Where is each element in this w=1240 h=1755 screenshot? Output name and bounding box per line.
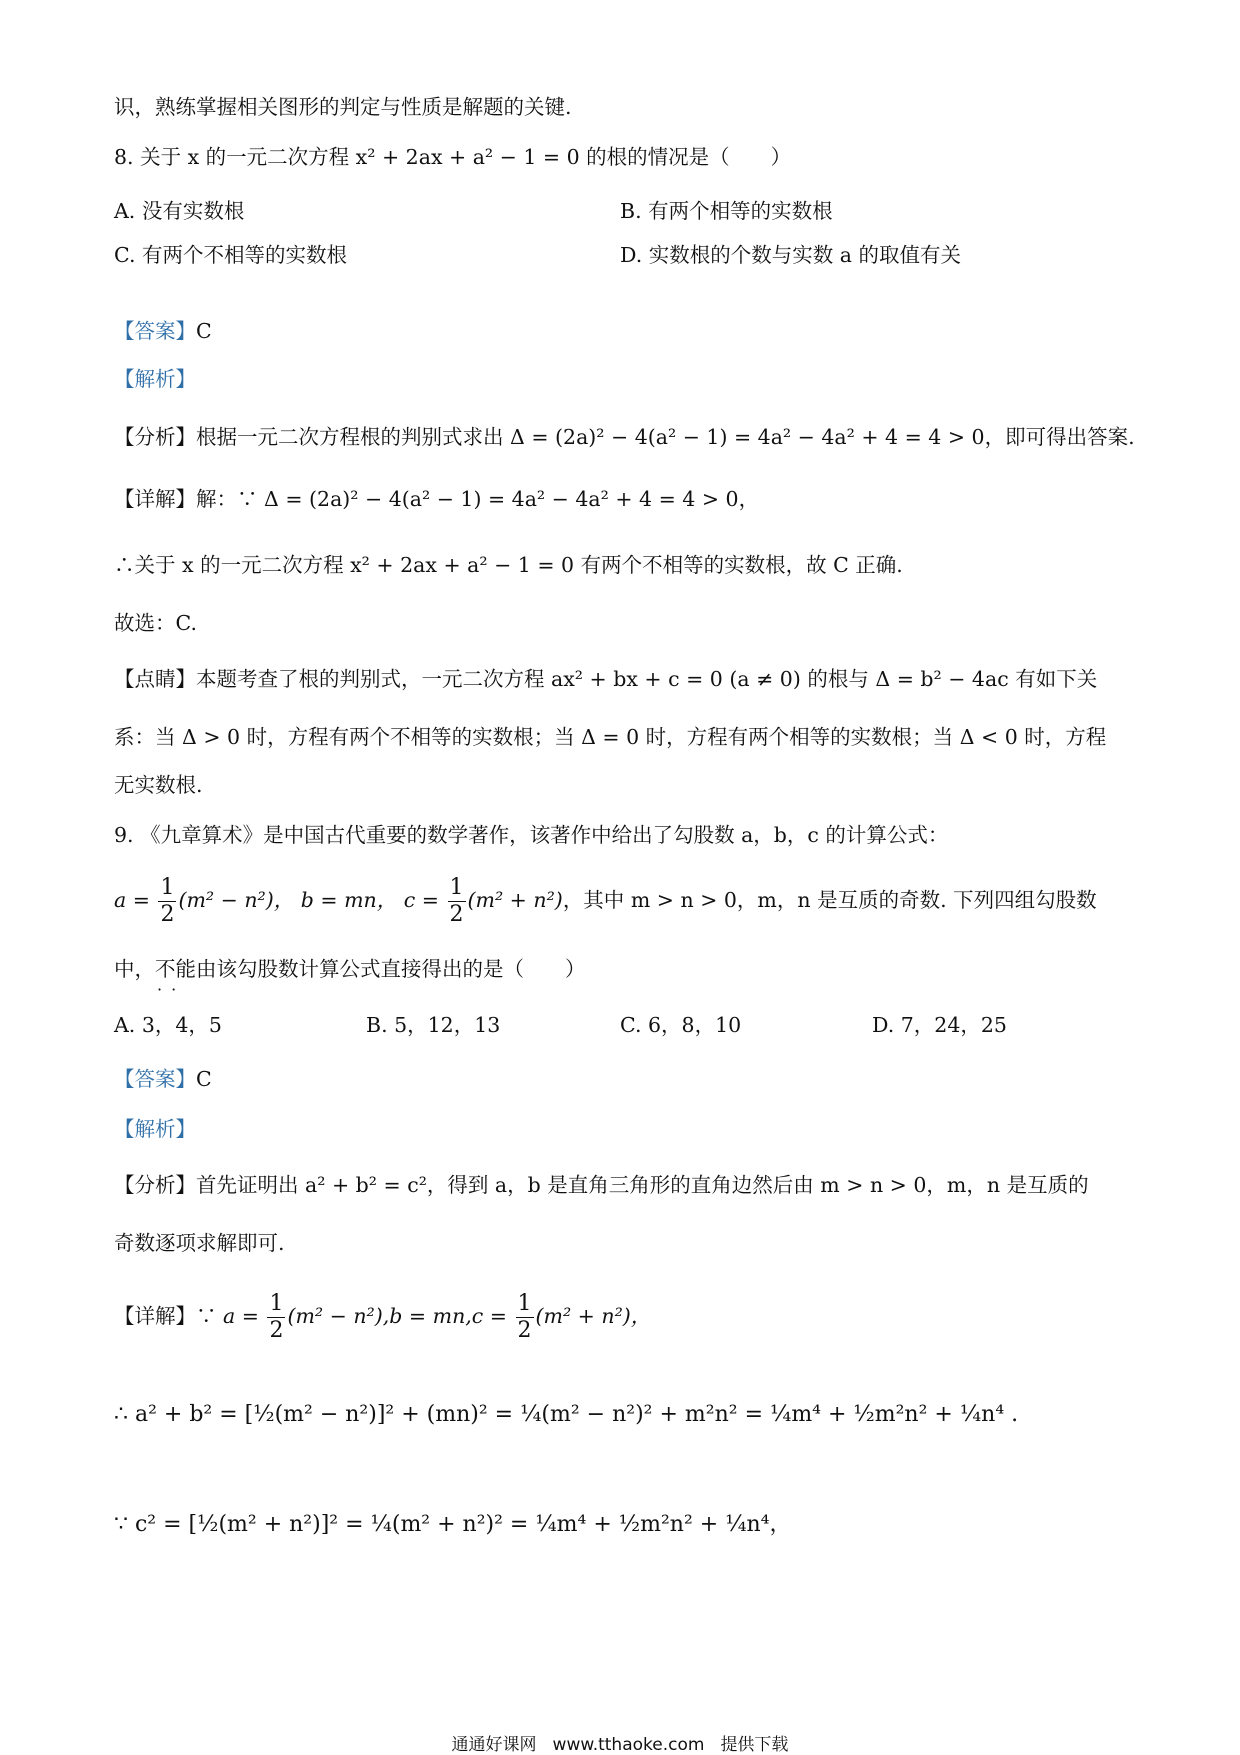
- detail-9-line2: ∴ a² + b² = [½(m² − n²)]² + (mn)² = ¼(m² − n²)² + m²n² = ¼m⁴ + ½m²n² + ¼n⁴ .: [114, 1402, 1019, 1427]
- formula-a-eq: a =: [114, 888, 150, 912]
- fraction-half: $\frac{1}{2}$: [160, 875, 175, 927]
- formula-c-body: (m² + n²): [467, 888, 563, 912]
- formula-b: b = mn，: [300, 888, 398, 912]
- detail-9-line3: ∵ c² = [½(m² + n²)]² = ¼(m² + n²)² = ¼m⁴ + ½m²n² + ¼n⁴，: [114, 1512, 792, 1537]
- fraction-half: $\frac{1}{2}$: [449, 875, 464, 927]
- footer-site-name: 通通好课网: [451, 1735, 537, 1755]
- q8-option-d: D. 实数根的个数与实数 a 的取值有关: [620, 243, 961, 267]
- q9-option-b: B. 5，12，13: [366, 1013, 501, 1037]
- question-9-line3: 中，不能 · ·由该勾股数计算公式直接得出的是（ ）: [114, 954, 1140, 984]
- q9-option-d: D. 7，24，25: [872, 1013, 1007, 1037]
- answer-value: C: [196, 1067, 212, 1091]
- analysis-tag-9: 【解析】: [114, 1117, 196, 1141]
- detail-9-line1: 【详解】∵ a = $\frac{1}{2}$ (m² − n²),b = mn,c = $\frac{1}{2}$ (m² + n²)，: [114, 1291, 652, 1343]
- answer-tag: 【答案】: [114, 1067, 196, 1091]
- analysis-8: 【分析】根据一元二次方程根的判别式求出 Δ = (2a)² − 4(a² − 1) = 4a² − 4a² + 4 = 4 > 0，即可得出答案.: [114, 425, 1135, 449]
- q8-option-b: B. 有两个相等的实数根: [620, 199, 833, 223]
- page-footer: [0, 1730, 1240, 1755]
- fraction-half: $\frac{1}{2}$: [269, 1291, 284, 1343]
- q8-option-c: C. 有两个不相等的实数根: [114, 243, 347, 267]
- detail-8: 【详解】解：∵ Δ = (2a)² − 4(a² − 1) = 4a² − 4a² + 4 = 4 > 0，: [114, 487, 760, 511]
- note-8-line3: 无实数根.: [114, 773, 203, 797]
- footer-url[interactable]: www.tthaoke.com: [552, 1735, 705, 1755]
- question-8: 8. 关于 x 的一元二次方程 x² + 2ax + a² − 1 = 0 的根的情况是（ ）: [114, 145, 792, 169]
- fraction-half: $\frac{1}{2}$: [517, 1291, 532, 1343]
- question-9-condition: ，其中 m > n > 0，m，n 是互质的奇数. 下列四组勾股数: [562, 888, 1097, 912]
- answer-value: C: [196, 319, 212, 343]
- footer-suffix: 提供下载: [720, 1735, 789, 1755]
- note-8-line2: 系：当 Δ > 0 时，方程有两个不相等的实数根；当 Δ = 0 时，方程有两个相等的实数根；当 Δ < 0 时，方程: [114, 725, 1107, 749]
- detail-8-conclusion: ∴关于 x 的一元二次方程 x² + 2ax + a² − 1 = 0 有两个不相等的实数根，故 C 正确.: [114, 553, 903, 577]
- answer-tag: 【答案】: [114, 319, 196, 343]
- q9-option-a: A. 3，4，5: [114, 1013, 222, 1037]
- note-8-line1: 【点睛】本题考查了根的判别式，一元二次方程 ax² + bx + c = 0 (a ≠ 0) 的根与 Δ = b² − 4ac 有如下关: [114, 667, 1098, 691]
- answer-8: [114, 316, 1140, 346]
- q8-option-a: A. 没有实数根: [114, 199, 245, 223]
- analysis-9-line2: 奇数逐项求解即可.: [114, 1231, 285, 1255]
- analysis-9-line1: 【分析】首先证明出 a² + b² = c²，得到 a，b 是直角三角形的直角边然后由 m > n > 0，m，n 是互质的: [114, 1173, 1089, 1197]
- text-line: 识，熟练掌握相关图形的判定与性质是解题的关键.: [114, 95, 572, 119]
- analysis-tag-8: 【解析】: [114, 367, 196, 391]
- answer-9: [114, 1064, 1140, 1094]
- formula-c-eq: c =: [403, 888, 439, 912]
- formula-a-body: (m² − n²)，: [178, 888, 295, 912]
- detail-8-choice: 故选：C.: [114, 611, 197, 635]
- q9-option-c: C. 6，8，10: [620, 1013, 742, 1037]
- emphasis-text: 不能 · ·: [155, 957, 196, 981]
- question-9-formula-line: [114, 870, 1140, 930]
- question-9-line1: 9. 《九章算术》是中国古代重要的数学著作，该著作中给出了勾股数 a，b，c 的计算公式：: [114, 823, 949, 847]
